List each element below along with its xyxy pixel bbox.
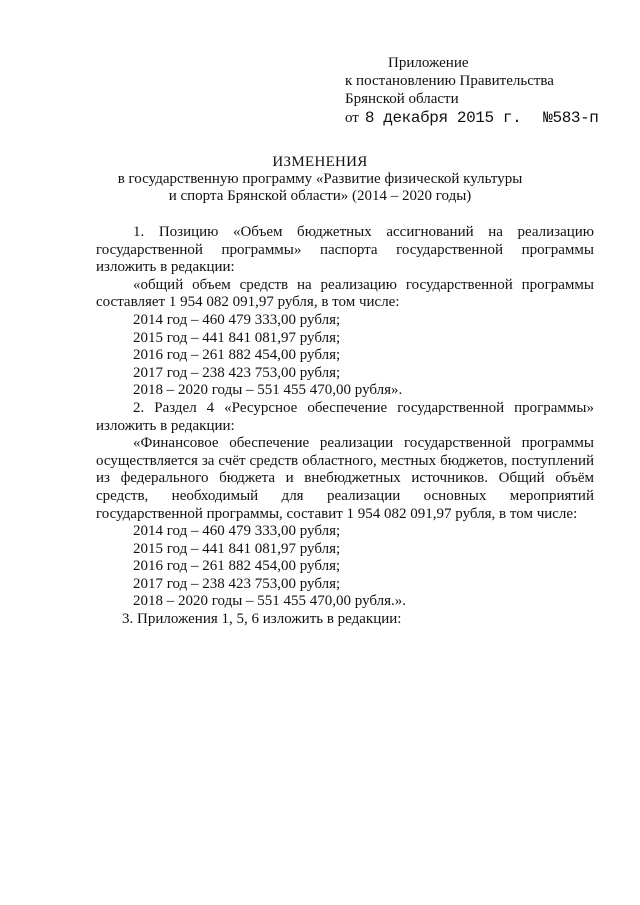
section1-quote: «общий объем средств на реализацию государственной программы составляет 1 954 082 091,97 рубля, в том числе: <box>96 276 594 311</box>
attachment-label: Приложение <box>388 55 469 71</box>
section1-item: 2017 год – 238 423 753,00 рубля; <box>133 364 341 381</box>
title-heading: ИЗМЕНЕНИЯ <box>272 154 368 170</box>
section1-item: 2018 – 2020 годы – 551 455 470,00 рубля». <box>133 382 403 399</box>
section2-item: 2018 – 2020 годы – 551 455 470,00 рубля.». <box>133 593 407 610</box>
section1-item: 2014 год – 460 479 333,00 рубля; <box>133 311 341 328</box>
section1-item: 2016 год – 261 882 454,00 рубля; <box>133 347 341 364</box>
section3-text: 3. Приложения 1, 5, 6 изложить в редакции: <box>122 611 402 628</box>
section2-item: 2017 год – 238 423 753,00 рубля; <box>133 575 341 592</box>
section2-item: 2015 год – 441 841 081,97 рубля; <box>133 540 341 557</box>
date-prefix: от <box>345 110 359 126</box>
document-body <box>96 224 594 629</box>
resolution-number: №583-п <box>543 109 599 127</box>
section2-item: 2016 год – 261 882 454,00 рубля; <box>133 558 341 575</box>
section1-item: 2015 год – 441 841 081,97 рубля; <box>133 329 341 346</box>
section2-item: 2014 год – 460 479 333,00 рубля; <box>133 523 341 540</box>
title-subtitle-line1: в государственную программу «Развитие физической культуры <box>117 171 523 187</box>
document-title <box>0 154 640 205</box>
attachment-date-line <box>345 109 625 127</box>
date-value: 8 декабря 2015 г. <box>364 109 522 127</box>
attachment-block <box>345 54 625 127</box>
section1-intro: 1. Позицию «Объем бюджетных ассигнований на реализацию государственной программы» паспорта государственной программы изложить в редакции: <box>96 224 594 276</box>
section2-quote: «Финансовое обеспечение реализации государственной программы осуществляется за счёт средств областного, местных бюджетов, поступлений из федерального бюджета и внебюджетных источников. Общий объём средств, необходимый для реализации основных мероприятий государственной программы, составит 1 954 082 091,97 рубля, в том числе: <box>96 435 594 522</box>
section2-intro: 2. Раздел 4 «Ресурсное обеспечение государственной программы» изложить в редакции: <box>96 399 594 434</box>
attachment-region: Брянской области <box>345 91 459 107</box>
title-subtitle-line2: и спорта Брянской области» (2014 – 2020 годы) <box>168 188 472 204</box>
attachment-resolution: к постановлению Правительства <box>345 73 554 89</box>
